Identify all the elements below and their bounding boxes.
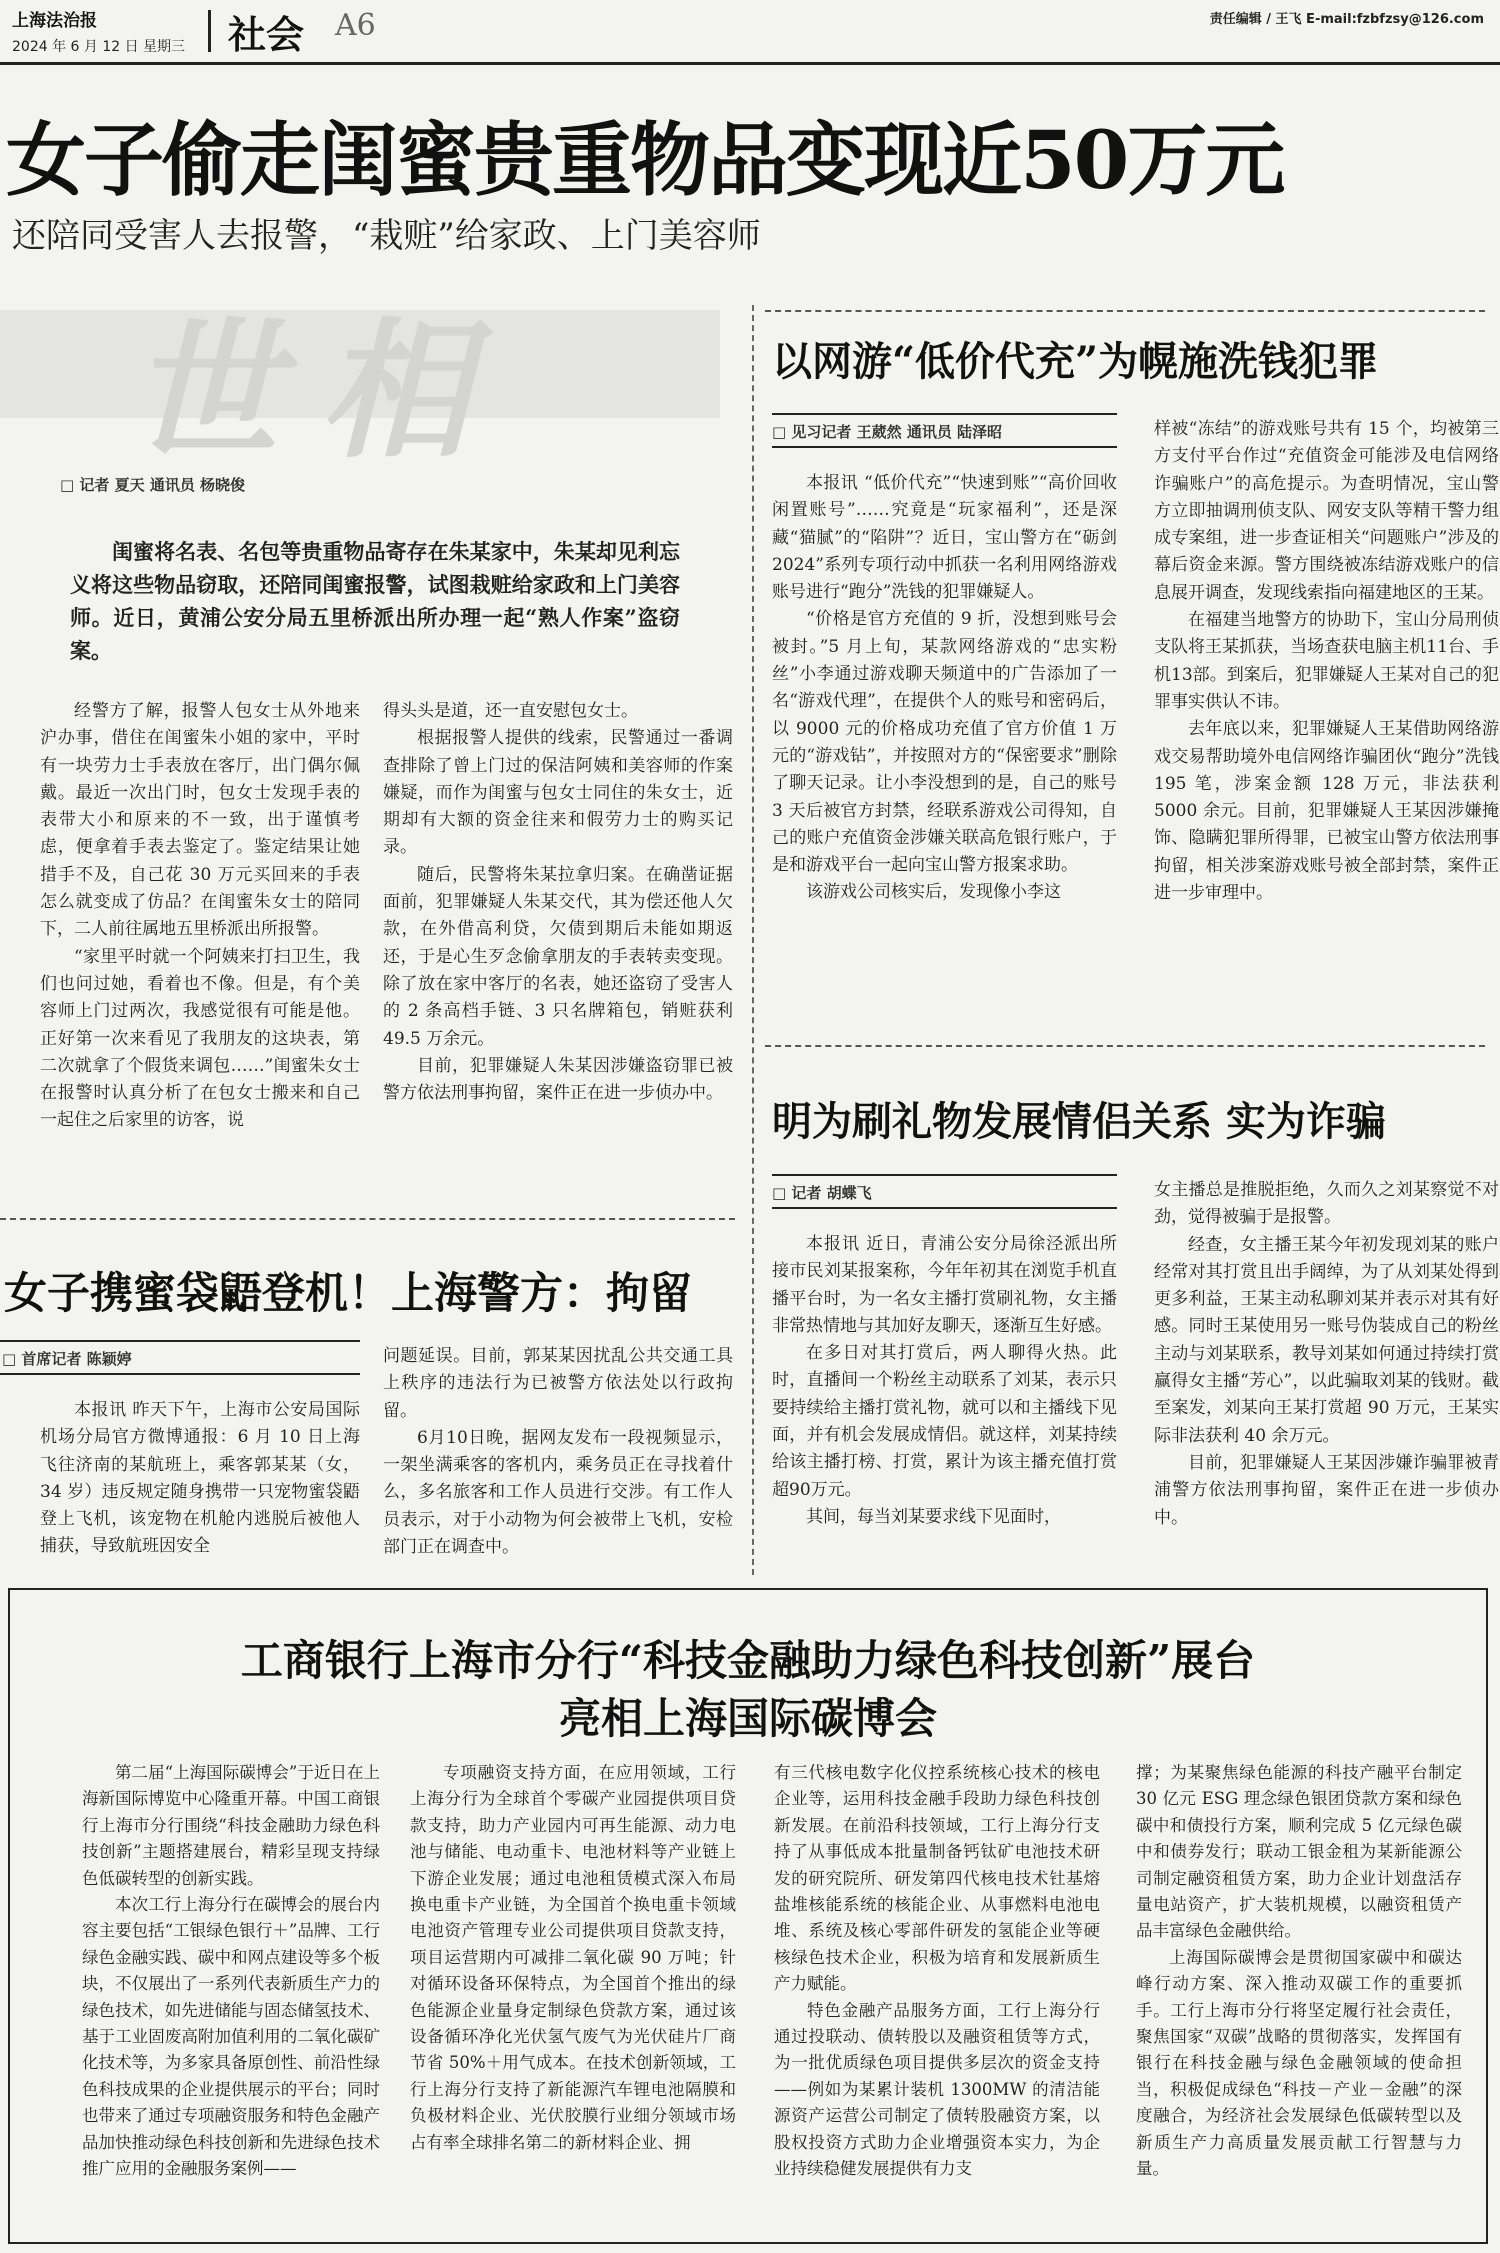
paper-name: 上海法治报 <box>12 11 97 31</box>
paragraph: 随后，民警将朱某拉拿归案。在确凿证据面前，犯罪嫌疑人朱某交代，其为偿还他人欠款，在外借高利贷，欠债到期后未能如期返还，于是心生歹念偷拿朋友的手表转卖变现。除了放在家中客厅的名表，她还盗窃了受害人的 2 条高档手链、3 只名牌箱包，销赃获利 49.5 万余元。 <box>383 864 733 1049</box>
paragraph: 得头头是道，还一直安慰包女士。 <box>383 701 638 721</box>
ad-column-3 <box>774 1760 1100 2230</box>
story4-top-rule <box>0 1218 735 1220</box>
paragraph: 本次工行上海分行在碳博会的展台内容主要包括“工银绿色银行＋”品牌、工行绿色金融实践、碳中和网点建设等多个板块，不仅展出了一系列代表新质生产力的绿色技术，如先进储能与固态储氢技术、基于工业固废高附加值利用的二氧化碳矿化技术等，为多家具备原创性、前沿性绿色科技成果的企业提供展示的平台；同时也带来了通过专项融资服务和特色金融产品加快推动绿色科技创新和先进绿色技术推广应用的金融服务案例—— <box>82 1895 380 2179</box>
paragraph: 女主播总是推脱拒绝，久而久之刘某察觉不对劲，觉得被骗于是报警。 <box>1154 1180 1499 1228</box>
story3-rule-bottom <box>772 1207 1117 1209</box>
paragraph: 根据报警人提供的线索，民警通过一番调查排除了曾上门过的保洁阿姨和美容师的作案嫌疑，而作为闺蜜与包女士同住的朱女士，近期却有大额的资金往来和假劳力士的购买记录。 <box>383 728 733 858</box>
main-column-2 <box>383 698 733 1188</box>
story2-rule <box>772 413 1117 415</box>
paragraph: 经查，女主播王某今年初发现刘某的账户经常对其打赏且出手阔绰，为了从刘某处得到更多利益，王某主动私聊刘某并表示对其有好感。同时王某使用另一账号伪装成自己的粉丝主动与刘某联系，教导刘某如何通过持续打赏赢得女主播“芳心”，以此骗取刘某的钱财。截至案发，刘某向王某打赏超 90 万元，王某实际非法获利 40 余万元。 <box>1154 1234 1499 1446</box>
story4-column-2 <box>383 1343 733 1563</box>
paragraph: 本报讯 近日，青浦公安分局徐泾派出所接市民刘某报案称，今年年初其在浏览手机直播平台时，为一名女主播打赏刷礼物，女主播非常热情地与其加好友聊天，逐渐互生好感。 <box>772 1234 1117 1336</box>
story4-rule <box>0 1340 360 1342</box>
main-column-1 <box>40 698 360 1188</box>
page-number: A6 <box>335 8 376 43</box>
ad-headline-line1: 工商银行上海市分行“科技金融助力绿色科技创新”展台 <box>240 1636 1256 1685</box>
paragraph: 其间，每当刘某要求线下见面时， <box>806 1506 1061 1527</box>
story2-column-1 <box>772 470 1117 1020</box>
main-headline: 女子偷走闺蜜贵重物品变现近50万元 <box>6 113 1284 207</box>
story4-column-1 <box>40 1397 360 1562</box>
masthead-divider <box>208 10 211 52</box>
paragraph: 有三代核电数字化仪控系统核心技术的核电企业等，运用科技金融手段助力绿色科技创新发展。在前沿科技领域，工行上海分行支持了从事低成本批量制备钙钛矿电池技术研发的研究院所、研发第四代核电技术钍基熔盐堆核能系统的核能企业、从事燃料电池电堆、系统及核心零部件研发的氢能企业等硬核绿色技术企业，积极为培育和发展新质生产力赋能。 <box>774 1763 1100 1994</box>
paragraph: 该游戏公司核实后，发现像小李这 <box>806 882 1061 903</box>
masthead <box>0 0 1500 62</box>
paragraph: 经警方了解，报警人包女士从外地来沪办事，借住在闺蜜朱小姐的家中，平时有一块劳力士手表放在客厅，出门偶尔佩戴。最近一次出门时，包女士发现手表的表带大小和原来的不一致，出于谨慎考虑，便拿着手表去鉴定了。鉴定结果让她措手不及，自己花 30 万元买回来的手表怎么就变成了仿品？在闺蜜朱女士的陪同下，二人前往属地五里桥派出所报警。 <box>40 701 360 940</box>
paragraph: 特色金融产品服务方面，工行上海分行通过投联动、债转股以及融资租赁等方式，为一批优质绿色项目提供多层次的资金支持——例如为某累计装机 1300MW 的清洁能源资产运营公司制定了债转股融资方案，以股权投资方式助力企业增强资本实力，为企业持续稳健发展提供有力支 <box>774 2000 1100 2179</box>
paragraph: 目前，犯罪嫌疑人朱某因涉嫌盗窃罪已被警方依法刑事拘留，案件正在进一步侦办中。 <box>383 1055 733 1104</box>
story2-headline: 以网游“低价代充”为幌施洗钱犯罪 <box>772 338 1379 385</box>
masthead-rule <box>0 62 1500 65</box>
story2-byline: □ 见习记者 王葳然 通讯员 陆泽昭 <box>772 423 1003 441</box>
paragraph: 6月10日晚，据网友发布一段视频显示，一架坐满乘客的客机内，乘务员正在寻找着什么，多名旅客和工作人员进行交涉。有工作人员表示，对于小动物为何会被带上飞机，安检部门正在调查中。 <box>383 1427 733 1558</box>
ad-column-2 <box>410 1760 736 2230</box>
editor-info: 责任编辑 / 王飞 E-mail:fzbfzsy@126.com <box>1209 12 1484 27</box>
story3-byline: □ 记者 胡蝶飞 <box>772 1184 872 1202</box>
story3-column-2 <box>1154 1177 1499 1567</box>
section-name: 社会 <box>228 12 305 57</box>
paragraph: 本报讯 昨天下午，上海市公安局国际机场分局官方微博通报：6 月 10 日上海飞往济南的某航班上，乘客郭某某（女，34 岁）违反规定随身携带一只宠物蜜袋鼯登上飞机，该宠物在机舱内逃脱后被他人捕获，导致航班因安全 <box>40 1400 360 1557</box>
ad-column-1 <box>82 1760 380 2230</box>
ad-headline-line2: 亮相上海国际碳博会 <box>558 1694 937 1743</box>
paragraph: 专项融资支持方面，在应用领域，工行上海分行为全球首个零碳产业园提供项目贷款支持，助力产业园内可再生能源、动力电池与储能、电动重卡、电池材料等产业链上下游企业发展；通过电池租赁模式深入布局换电重卡产业链，为全国首个换电重卡领域电池资产管理专业公司提供项目贷款支持，项目运营期内可减排二氧化碳 90 万吨；针对循环设备环保特点，为全国首个推出的绿色能源企业量身定制绿色贷款方案，通过该设备循环净化光伏氢气废气为光伏硅片厂商节省 50%＋用气成本。在技术创新领域，工行上海分行支持了新能源汽车锂电池隔膜和负极材料企业、光伏胶膜行业细分领域市场占有率全球排名第二的新材料企业、拥 <box>410 1763 736 2152</box>
issue-date: 2024 年 6 月 12 日 星期三 <box>12 39 186 55</box>
story3-column-1 <box>772 1231 1117 1566</box>
paragraph: 本报讯 “低价代充”“快速到账”“高价回收闲置账号”……究竟是“玩家福利”，还是深藏“猫腻”的“陷阱”？近日，宝山警方在“砺剑 2024”系列专项行动中抓获一名利用网络游戏账号进行“跑分”洗钱的犯罪嫌疑人。 <box>772 473 1117 603</box>
main-intro: 闺蜜将名表、名包等贵重物品寄存在朱某家中，朱某却见利忘义将这些物品窃取，还陪同闺蜜报警，试图栽赃给家政和上门美容师。近日，黄浦公安分局五里桥派出所办理一起“熟人作案”盗窃案。 <box>70 539 680 663</box>
paragraph: 目前，犯罪嫌疑人王某因涉嫌诈骗罪被青浦警方依法刑事拘留，案件正在进一步侦办中。 <box>1154 1452 1499 1528</box>
ad-column-4 <box>1136 1760 1462 2230</box>
story3-top-rule <box>765 1045 1485 1047</box>
paragraph: “价格是官方充值的 9 折，没想到账号会被封。”5 月上旬，某款网络游戏的“忠实粉丝”小李通过游戏聊天频道中的广告添加了一名“游戏代理”，在提供个人的账号和密码后，以 9000 元的价格成功充值了官方价值 1 万元的“游戏钻”，并按照对方的“保密要求”删除了聊天记录。让小李没想到的是，自己的账号 3 天后被官方封禁，经联系游戏公司得知，自己的账户充值资金涉嫌关联高危银行账户，于是和游戏平台一起向宝山警方报案求助。 <box>772 609 1117 876</box>
paragraph: 问题延误。目前，郭某某因扰乱公共交通工具上秩序的违法行为已被警方依法处以行政拘留。 <box>383 1346 733 1421</box>
paragraph: 去年底以来，犯罪嫌疑人王某借助网络游戏交易帮助境外电信网络诈骗团伙“跑分”洗钱 195 笔，涉案金额 128 万元，非法获利 5000 余元。目前，犯罪嫌疑人王某因涉嫌掩饰、隐瞒犯罪所得罪，已被宝山警方依法刑事拘留，相关涉案游戏账号被全部封禁，案件正进一步审理中。 <box>1154 719 1499 904</box>
vertical-divider <box>752 305 754 1575</box>
story2-column-2 <box>1154 416 1499 1016</box>
column-name-watermark: 世相 <box>130 303 511 479</box>
story3-headline: 明为刷礼物发展情侣关系 实为诈骗 <box>772 1098 1386 1145</box>
story2-top-rule <box>765 310 1485 312</box>
paragraph: 在多日对其打赏后，两人聊得火热。此时，直播间一个粉丝主动联系了刘某，表示只要持续给主播打赏礼物，就可以和主播线下见面，并有机会发展成情侣。就这样，刘某持续给该主播打榜、打赏，累计为该主播充值打赏超90万元。 <box>772 1343 1117 1500</box>
paragraph: 上海国际碳博会是贯彻国家碳中和碳达峰行动方案、深入推动双碳工作的重要抓手。工行上海市分行将坚定履行社会责任，聚焦国家“双碳”战略的贯彻落实，发挥国有银行在科技金融与绿色金融领域的使命担当，积极促成绿色“科技－产业－金融”的深度融合，为经济社会发展绿色低碳转型以及新质生产力高质量发展贡献工行智慧与力量。 <box>1136 1947 1462 2179</box>
main-byline: □ 记者 夏天 通讯员 杨晓俊 <box>60 476 246 494</box>
ad-feature-box <box>8 1588 1488 2244</box>
story4-headline: 女子携蜜袋鼯登机！上海警方：拘留 <box>4 1269 692 1319</box>
main-subtitle: 还陪同受害人去报警，“栽赃”给家政、上门美容师 <box>12 216 761 256</box>
paragraph: 在福建当地警方的协助下，宝山分局刑侦支队将王某抓获，当场查获电脑主机11台、手机13部。到案后，犯罪嫌疑人王某对自己的犯罪事实供认不讳。 <box>1154 610 1499 712</box>
paragraph: 第二届“上海国际碳博会”于近日在上海新国际博览中心隆重开幕。中国工商银行上海市分行围绕“科技金融助力绿色科技创新”主题搭建展台，精彩呈现支持绿色低碳转型的创新实践。 <box>82 1763 380 1888</box>
story2-rule-bottom <box>772 446 1117 448</box>
story4-byline: □ 首席记者 陈颖婷 <box>2 1350 132 1368</box>
paragraph: 撑；为某聚焦绿色能源的科技产融平台制定 30 亿元 ESG 理念绿色银团贷款方案和绿色碳中和债投行方案，顺利完成 5 亿元绿色碳中和债券发行；联动工银金租为某新能源公司制定融资租赁方案，助力企业计划盘活存量电站资产，扩大装机规模，以融资租赁产品丰富绿色金融供给。 <box>1136 1763 1462 1941</box>
paragraph: “家里平时就一个阿姨来打扫卫生，我们也问过她，看着也不像。但是，有个美容师上门过两次，我感觉很有可能是他。正好第一次来看见了我朋友的这块表，第二次就拿了个假货来调包……”闺蜜朱女士在报警时认真分析了在包女士搬来和自己一起住之后家里的访客，说 <box>40 946 360 1131</box>
story4-rule-bottom <box>0 1373 360 1375</box>
story3-rule <box>772 1174 1117 1176</box>
paragraph: 样被“冻结”的游戏账号共有 15 个，均被第三方支付平台作过“充值资金可能涉及电信网络诈骗账户”的高危提示。为查明情况，宝山警方立即抽调刑侦支队、网安支队等精干警力组成专案组，进一步查证相关“问题账户”涉及的幕后资金来源。警方围绕被冻结游戏账户的信息展开调查，发现线索指向福建地区的王某。 <box>1154 419 1499 603</box>
